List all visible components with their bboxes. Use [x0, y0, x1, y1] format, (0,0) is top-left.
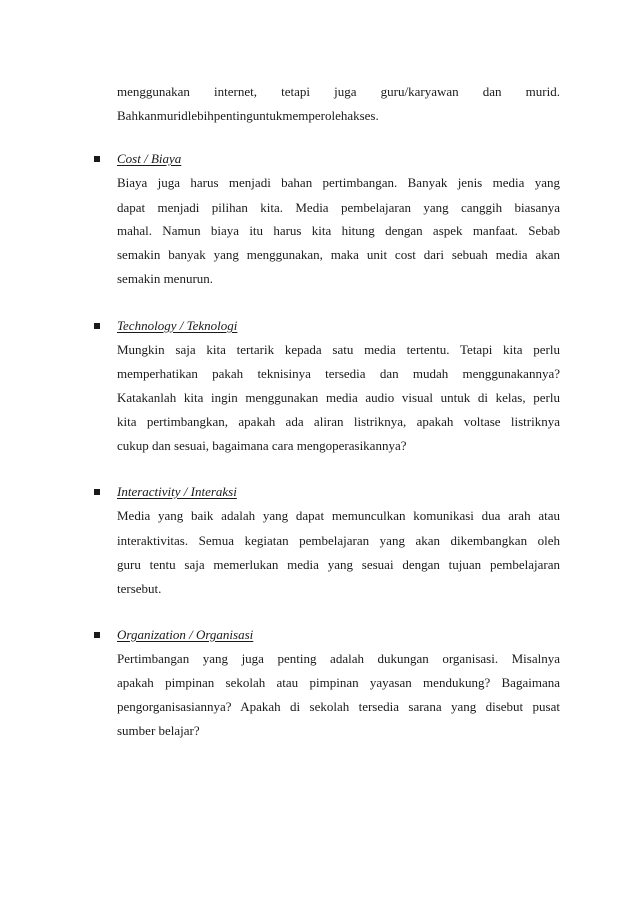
intro-line-2: Bahkanmuridlebihpentinguntukmemperolehakses.: [117, 108, 379, 123]
bullet-square-icon: [94, 632, 100, 638]
technology-line-4: kita pertimbangkan, apakah ada aliran listriknya, apakah voltase listriknya: [117, 414, 560, 429]
interactivity-line-4: tersebut.: [117, 581, 162, 596]
interactivity-line-1: Media yang baik adalah yang dapat memunculkan komunikasi dua arah atau: [117, 508, 560, 523]
section-heading-cost: Cost / Biaya: [117, 151, 182, 166]
technology-line-5: cukup dan sesuai, bagaimana cara mengoperasikannya?: [117, 438, 407, 453]
interactivity-line-3: guru tentu saja memerlukan media yang sesuai dengan tujuan pembelajaran: [117, 557, 560, 572]
cost-line-4: semakin banyak yang menggunakan, maka unit cost dari sebuah media akan: [117, 247, 560, 262]
bullet-square-icon: [94, 489, 100, 495]
technology-line-2: memperhatikan pakah teknisinya tersedia dan mudah menggunakannya?: [117, 366, 560, 381]
technology-line-1: Mungkin saja kita tertarik kepada satu media tertentu. Tetapi kita perlu: [117, 342, 560, 357]
interactivity-line-2: interaktivitas. Semua kegiatan pembelajaran yang akan dikembangkan oleh: [117, 533, 560, 548]
bullet-square-icon: [94, 323, 100, 329]
cost-line-2: dapat menjadi pilihan kita. Media pembelajaran yang canggih biasanya: [117, 200, 560, 215]
organization-line-2: apakah pimpinan sekolah atau pimpinan yayasan mendukung? Bagaimana: [117, 675, 560, 690]
cost-line-3: mahal. Namun biaya itu harus kita hitung dengan aspek manfaat. Sebab: [117, 223, 560, 238]
organization-line-1: Pertimbangan yang juga penting adalah dukungan organisasi. Misalnya: [117, 651, 560, 666]
technology-line-3: Katakanlah kita ingin menggunakan media audio visual untuk di kelas, perlu: [117, 390, 560, 405]
organization-line-3: pengorganisasiannya? Apakah di sekolah tersedia sarana yang disebut pusat: [117, 699, 560, 714]
section-heading-technology: Technology / Teknologi: [117, 318, 238, 333]
organization-line-4: sumber belajar?: [117, 723, 200, 738]
cost-line-1: Biaya juga harus menjadi bahan pertimbangan. Banyak jenis media yang: [117, 175, 560, 190]
cost-line-5: semakin menurun.: [117, 271, 214, 286]
section-heading-organization: Organization / Organisasi: [117, 627, 254, 642]
intro-line-1: menggunakan internet, tetapi juga guru/karyawan dan murid.: [117, 84, 560, 99]
bullet-square-icon: [94, 156, 100, 162]
section-heading-interactivity: Interactivity / Interaksi: [117, 484, 237, 499]
